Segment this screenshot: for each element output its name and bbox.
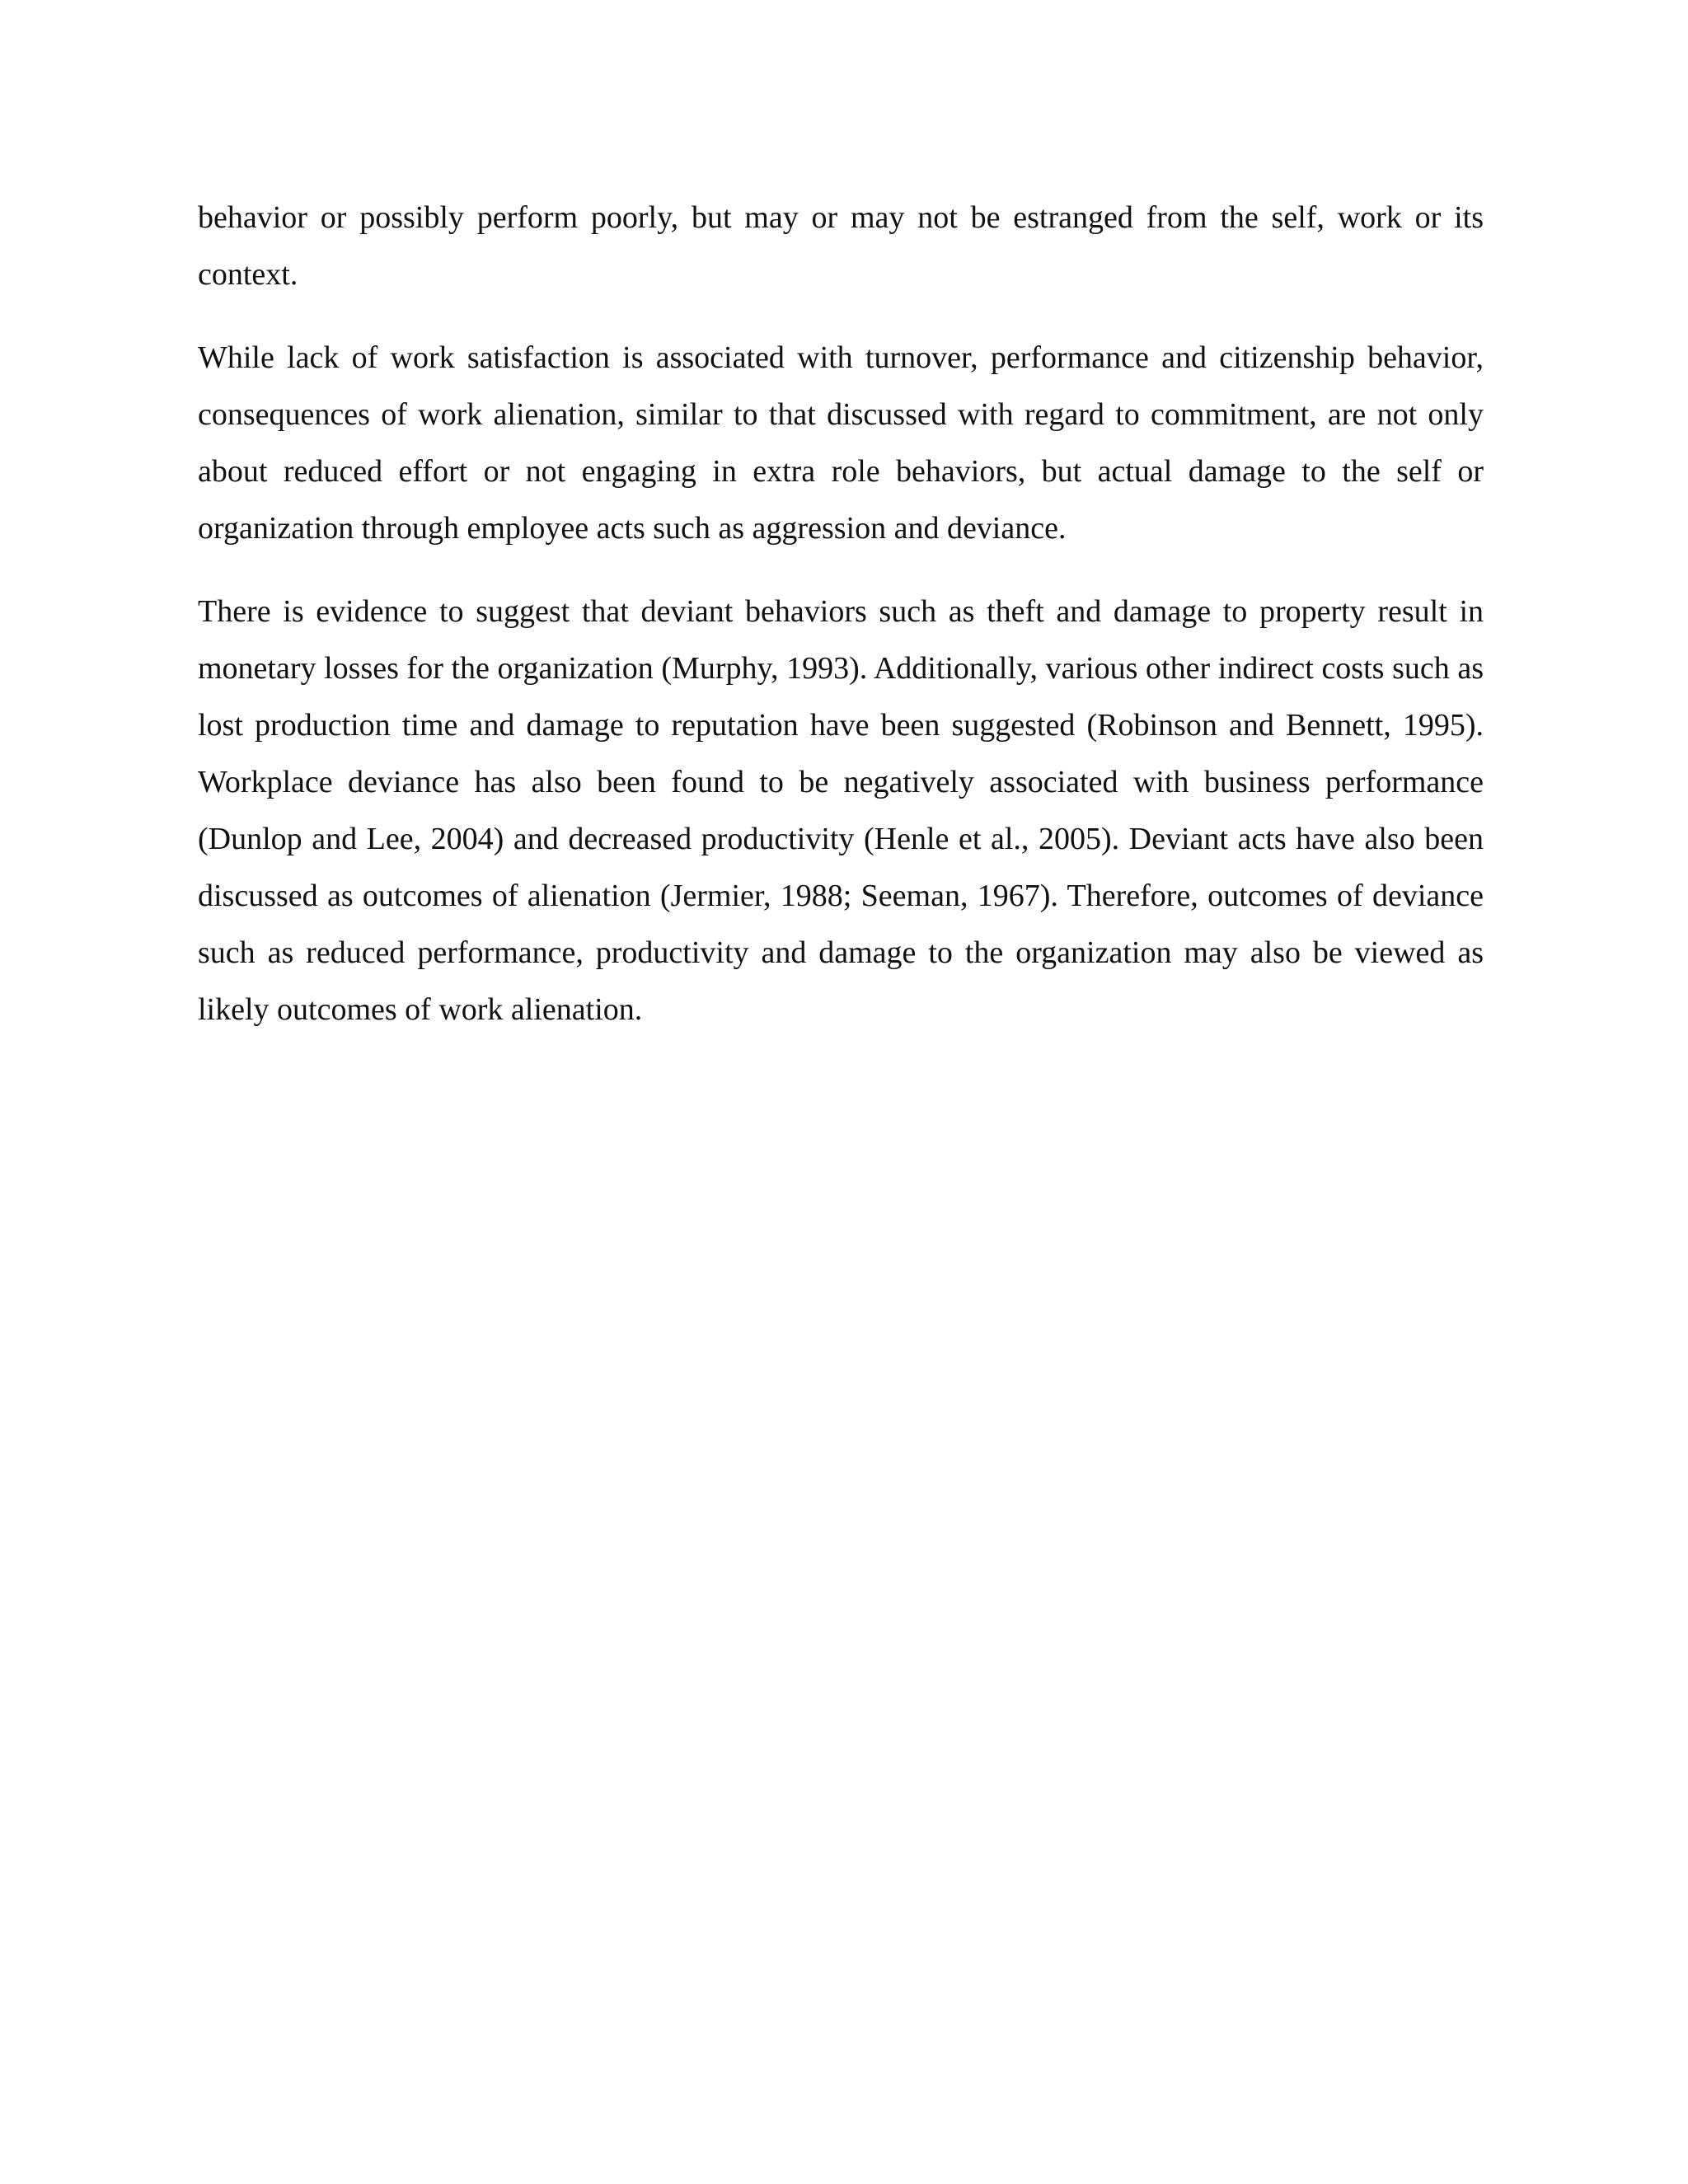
paragraph-continuation: behavior or possibly perform poorly, but may or may not be estranged from the self, work or its context.	[198, 200, 1484, 292]
paragraph-work-satisfaction: While lack of work satisfaction is associated with turnover, performance and citizenship behavior, consequences of work alienation, similar to that discussed with regard to commitment, are not only about reduced effort or not engaging in extra role behaviors, but actual damage to the self or organization through employee acts such as aggression and deviance.	[198, 340, 1484, 546]
paragraph-deviant-behaviors: There is evidence to suggest that deviant behaviors such as theft and damage to property result in monetary losses for the organization (Murphy, 1993). Additionally, various other indirect costs such as lost production time and damage to reputation have been suggested (Robinson and Bennett, 1995). Workplace deviance has also been found to be negatively associated with business performance (Dunlop and Lee, 2004) and decreased productivity (Henle et al., 2005). Deviant acts have also been discussed as outcomes of alienation (Jermier, 1988; Seeman, 1967). Therefore, outcomes of deviance such as reduced performance, productivity and damage to the organization may also be viewed as likely outcomes of work alienation.	[198, 594, 1484, 1027]
body-text	[198, 190, 1484, 1065]
